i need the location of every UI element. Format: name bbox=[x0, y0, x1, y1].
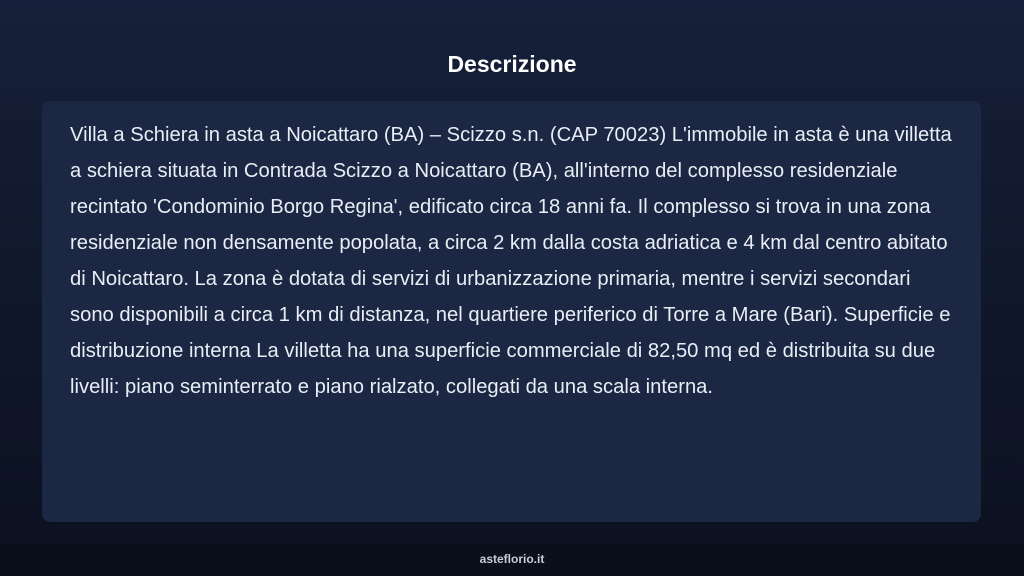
description-card bbox=[42, 101, 981, 522]
description-text: Villa a Schiera in asta a Noicattaro (BA) – Scizzo s.n. (CAP 70023) L'immobile in asta è una villetta a schiera situata in Contrada Scizzo a Noicattaro (BA), all'interno del complesso residenziale recintato 'Condominio Borgo Regina', edificato circa 18 anni fa. Il complesso si trova in una zona residenziale non densamente popolata, a circa 2 km dalla costa adriatica e 4 km dal centro abitato di Noicattaro. La zona è dotata di servizi di urbanizzazione primaria, mentre i servizi secondari sono disponibili a circa 1 km di distanza, nel quartiere periferico di Torre a Mare (Bari). Superficie e distribuzione interna La villetta ha una superficie commerciale di 82,50 mq ed è distribuita su due livelli: piano seminterrato e piano rialzato, collegati da una scala interna. bbox=[70, 124, 952, 398]
page-title: Descrizione bbox=[447, 51, 577, 77]
footer-site-label: asteflorio.it bbox=[479, 552, 545, 566]
footer bbox=[0, 543, 1024, 576]
